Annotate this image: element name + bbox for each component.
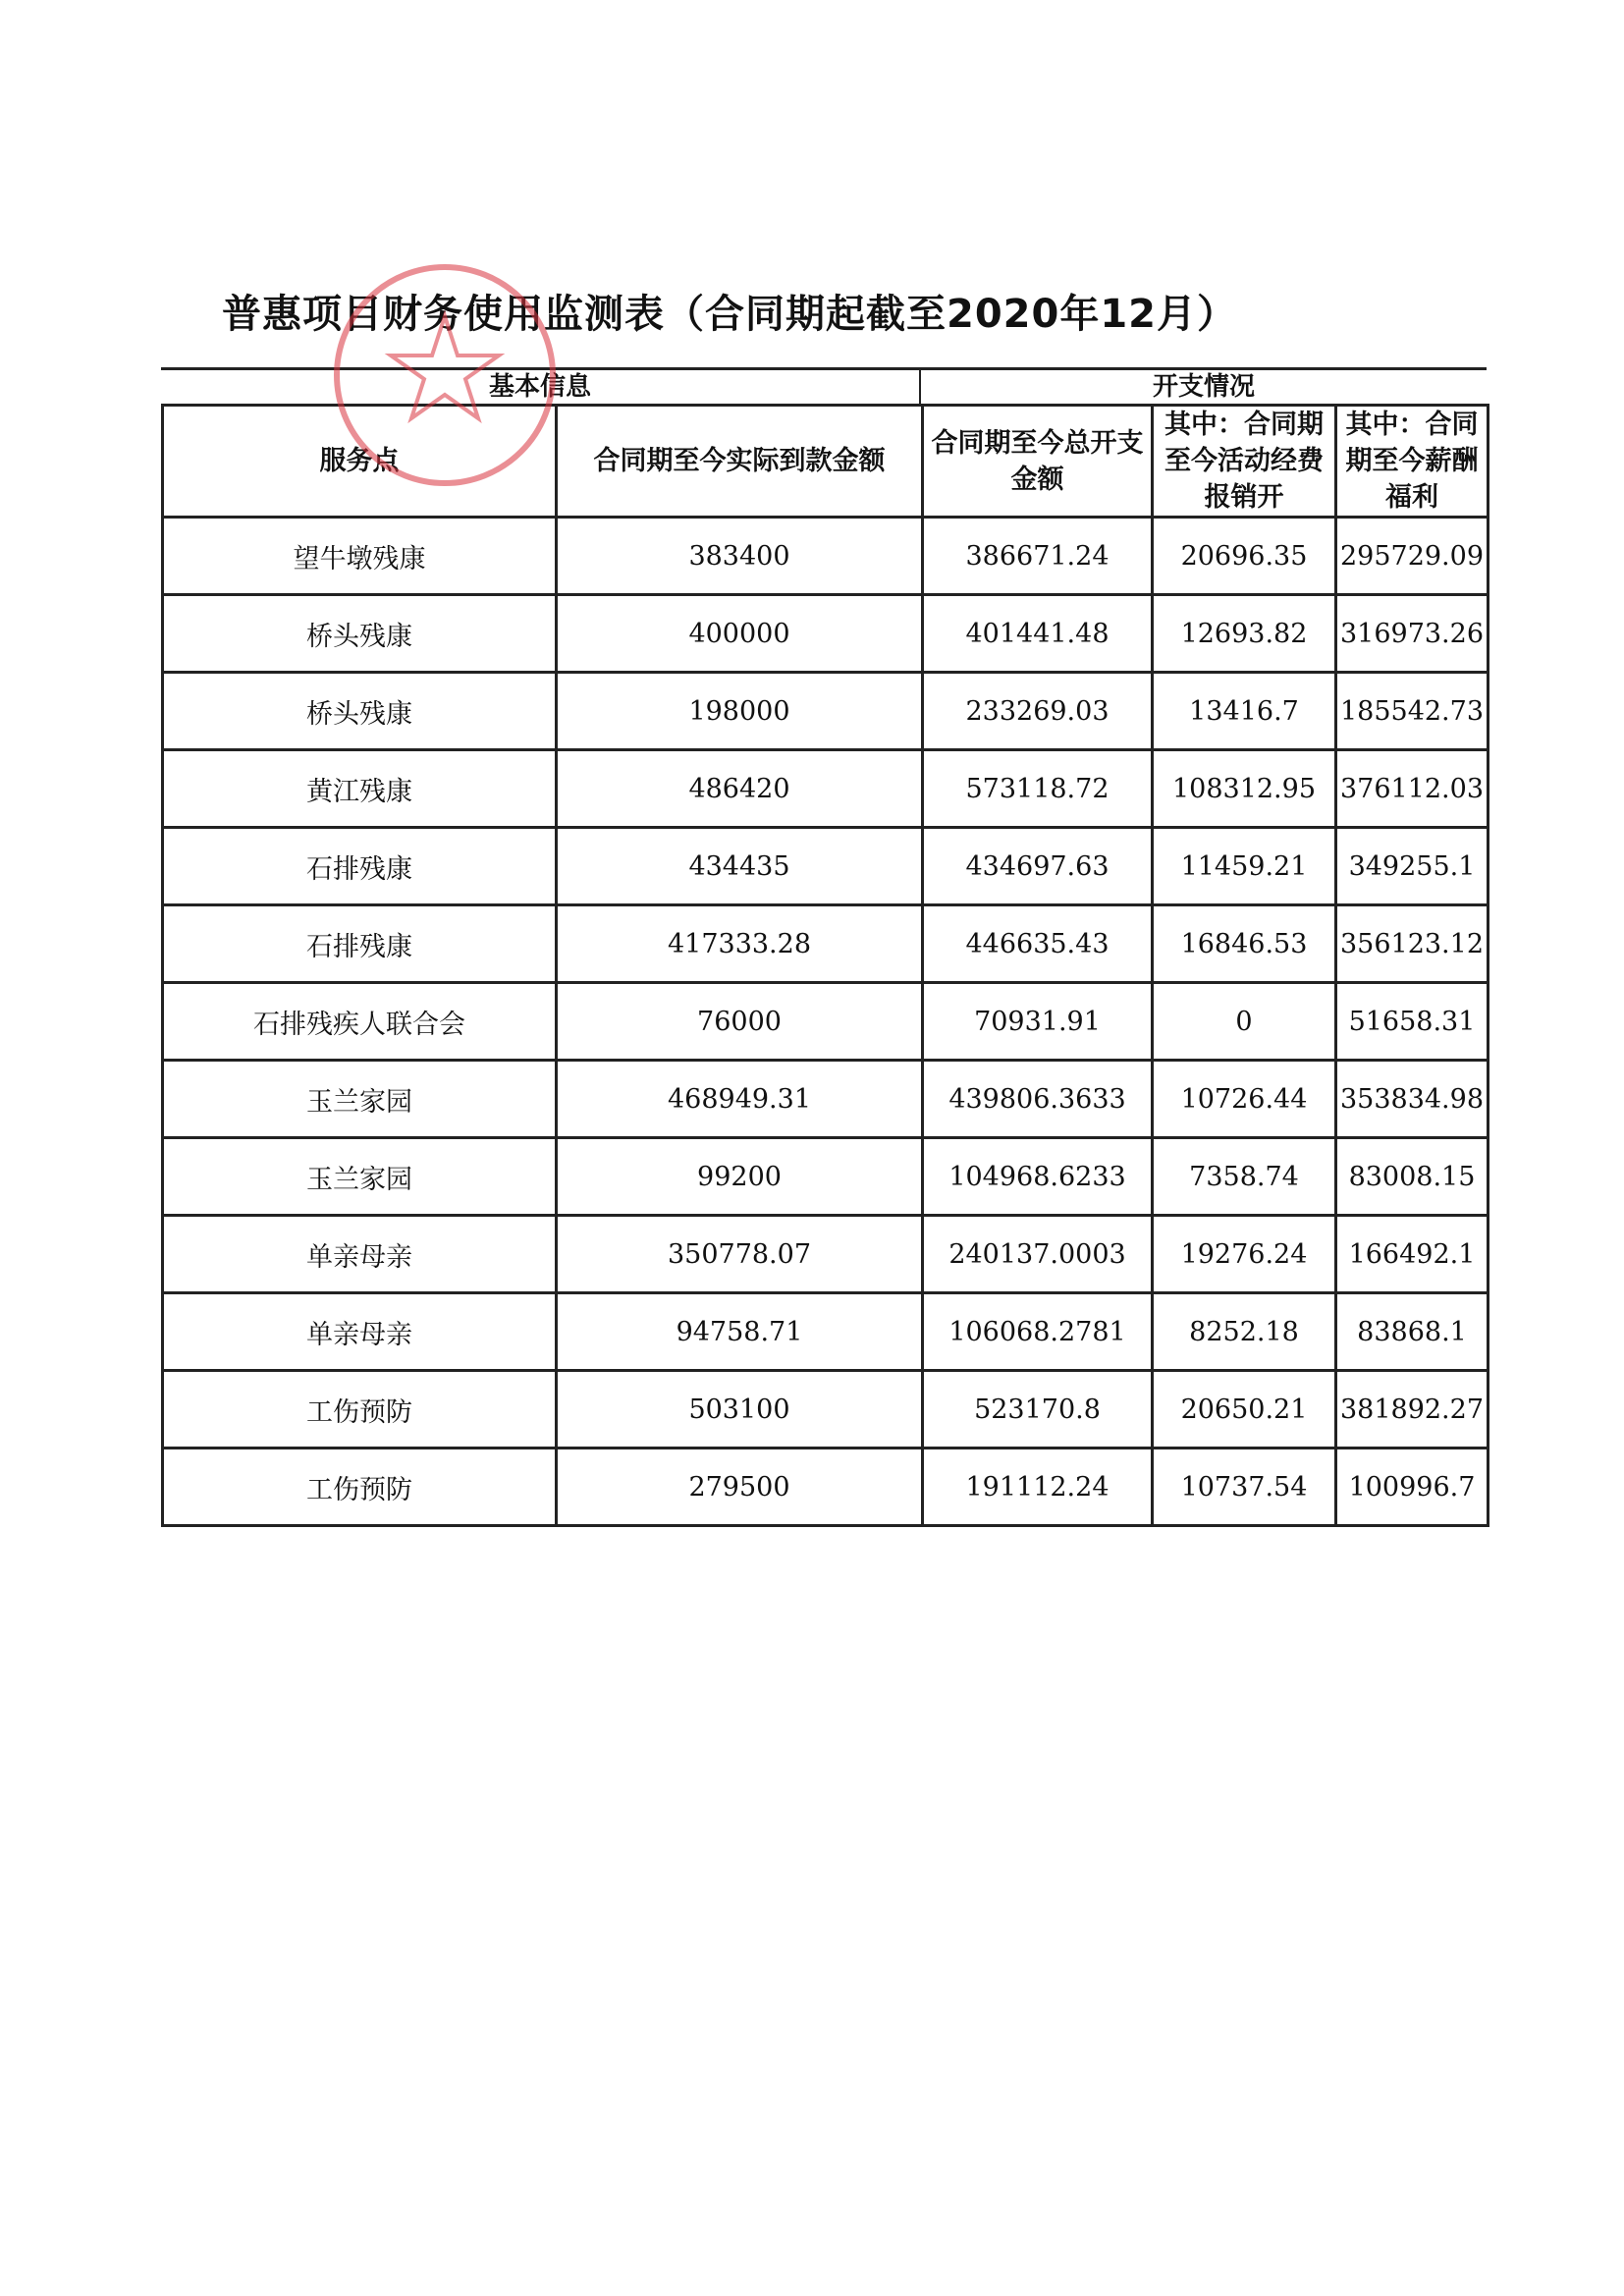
cell-received-amount: 350778.07: [557, 1216, 923, 1293]
table-row: [163, 750, 1489, 828]
cell-activity-expense: 20650.21: [1153, 1371, 1336, 1449]
cell-service-point: 单亲母亲: [163, 1216, 557, 1293]
cell-activity-expense: 10726.44: [1153, 1061, 1336, 1138]
group-header-basic: 基本信息: [488, 372, 591, 402]
cell-total-expense: 104968.6233: [923, 1138, 1153, 1216]
cell-salary-welfare: 316973.26: [1336, 595, 1489, 673]
cell-service-point: 工伤预防: [163, 1371, 557, 1449]
cell-activity-expense: 8252.18: [1153, 1293, 1336, 1371]
cell-received-amount: 417333.28: [557, 905, 923, 983]
table-row: [163, 673, 1489, 750]
cell-salary-welfare: 185542.73: [1336, 673, 1489, 750]
cell-service-point: 望牛墩残康: [163, 518, 557, 595]
cell-received-amount: 434435: [557, 828, 923, 905]
cell-salary-welfare: 349255.1: [1336, 828, 1489, 905]
cell-total-expense: 573118.72: [923, 750, 1153, 828]
cell-salary-welfare: 83008.15: [1336, 1138, 1489, 1216]
cell-total-expense: 240137.0003: [923, 1216, 1153, 1293]
cell-total-expense: 233269.03: [923, 673, 1153, 750]
table-row: [163, 1061, 1489, 1138]
column-header-total-expense: 合同期至今总开支金额: [923, 406, 1153, 518]
cell-activity-expense: 7358.74: [1153, 1138, 1336, 1216]
cell-activity-expense: 0: [1153, 983, 1336, 1061]
cell-total-expense: 439806.3633: [923, 1061, 1153, 1138]
cell-total-expense: 386671.24: [923, 518, 1153, 595]
cell-total-expense: 434697.63: [923, 828, 1153, 905]
cell-total-expense: 401441.48: [923, 595, 1153, 673]
cell-received-amount: 503100: [557, 1371, 923, 1449]
cell-total-expense: 191112.24: [923, 1449, 1153, 1526]
cell-activity-expense: 12693.82: [1153, 595, 1336, 673]
cell-total-expense: 106068.2781: [923, 1293, 1153, 1371]
cell-service-point: 石排残康: [163, 828, 557, 905]
cell-activity-expense: 10737.54: [1153, 1449, 1336, 1526]
cell-service-point: 石排残疾人联合会: [163, 983, 557, 1061]
cell-salary-welfare: 166492.1: [1336, 1216, 1489, 1293]
table-row: [163, 595, 1489, 673]
column-header-received-amount: 合同期至今实际到款金额: [557, 406, 923, 518]
column-header-activity-expense: 其中：合同期至今活动经费报销开: [1153, 406, 1336, 518]
finance-table: [161, 404, 1489, 1527]
column-header-salary-welfare: 其中：合同期至今薪酬福利: [1336, 406, 1489, 518]
cell-activity-expense: 19276.24: [1153, 1216, 1336, 1293]
table-row: [163, 983, 1489, 1061]
cell-service-point: 桥头残康: [163, 595, 557, 673]
cell-salary-welfare: 51658.31: [1336, 983, 1489, 1061]
table-row: [163, 1216, 1489, 1293]
cell-salary-welfare: 353834.98: [1336, 1061, 1489, 1138]
table-row: [163, 518, 1489, 595]
table-row: [163, 1138, 1489, 1216]
cell-service-point: 玉兰家园: [163, 1138, 557, 1216]
cell-received-amount: 486420: [557, 750, 923, 828]
cell-received-amount: 279500: [557, 1449, 923, 1526]
table-row: [163, 1371, 1489, 1449]
cell-received-amount: 76000: [557, 983, 923, 1061]
table-row: [163, 905, 1489, 983]
cell-received-amount: 198000: [557, 673, 923, 750]
table-header-row: [163, 406, 1489, 518]
cell-total-expense: 446635.43: [923, 905, 1153, 983]
cell-total-expense: 523170.8: [923, 1371, 1153, 1449]
table-row: [163, 828, 1489, 905]
cell-received-amount: 99200: [557, 1138, 923, 1216]
cell-received-amount: 94758.71: [557, 1293, 923, 1371]
table-row: [163, 1293, 1489, 1371]
cell-salary-welfare: 295729.09: [1336, 518, 1489, 595]
page-title: 普惠项目财务使用监测表（合同期起截至2020年12月）: [222, 292, 1237, 337]
cell-activity-expense: 13416.7: [1153, 673, 1336, 750]
cell-salary-welfare: 100996.7: [1336, 1449, 1489, 1526]
group-header-spend: 开支情况: [1152, 372, 1255, 402]
cell-received-amount: 383400: [557, 518, 923, 595]
cell-salary-welfare: 376112.03: [1336, 750, 1489, 828]
cell-service-point: 石排残康: [163, 905, 557, 983]
cell-service-point: 桥头残康: [163, 673, 557, 750]
cell-service-point: 黄江残康: [163, 750, 557, 828]
cell-activity-expense: 16846.53: [1153, 905, 1336, 983]
cell-received-amount: 400000: [557, 595, 923, 673]
cell-activity-expense: 20696.35: [1153, 518, 1336, 595]
cell-service-point: 工伤预防: [163, 1449, 557, 1526]
table-body: [163, 518, 1489, 1526]
cell-service-point: 玉兰家园: [163, 1061, 557, 1138]
cell-total-expense: 70931.91: [923, 983, 1153, 1061]
cell-activity-expense: 11459.21: [1153, 828, 1336, 905]
cell-salary-welfare: 381892.27: [1336, 1371, 1489, 1449]
cell-salary-welfare: 356123.12: [1336, 905, 1489, 983]
column-header-service-point: 服务点: [163, 406, 557, 518]
cell-service-point: 单亲母亲: [163, 1293, 557, 1371]
cell-activity-expense: 108312.95: [1153, 750, 1336, 828]
table-row: [163, 1449, 1489, 1526]
cell-salary-welfare: 83868.1: [1336, 1293, 1489, 1371]
cell-received-amount: 468949.31: [557, 1061, 923, 1138]
